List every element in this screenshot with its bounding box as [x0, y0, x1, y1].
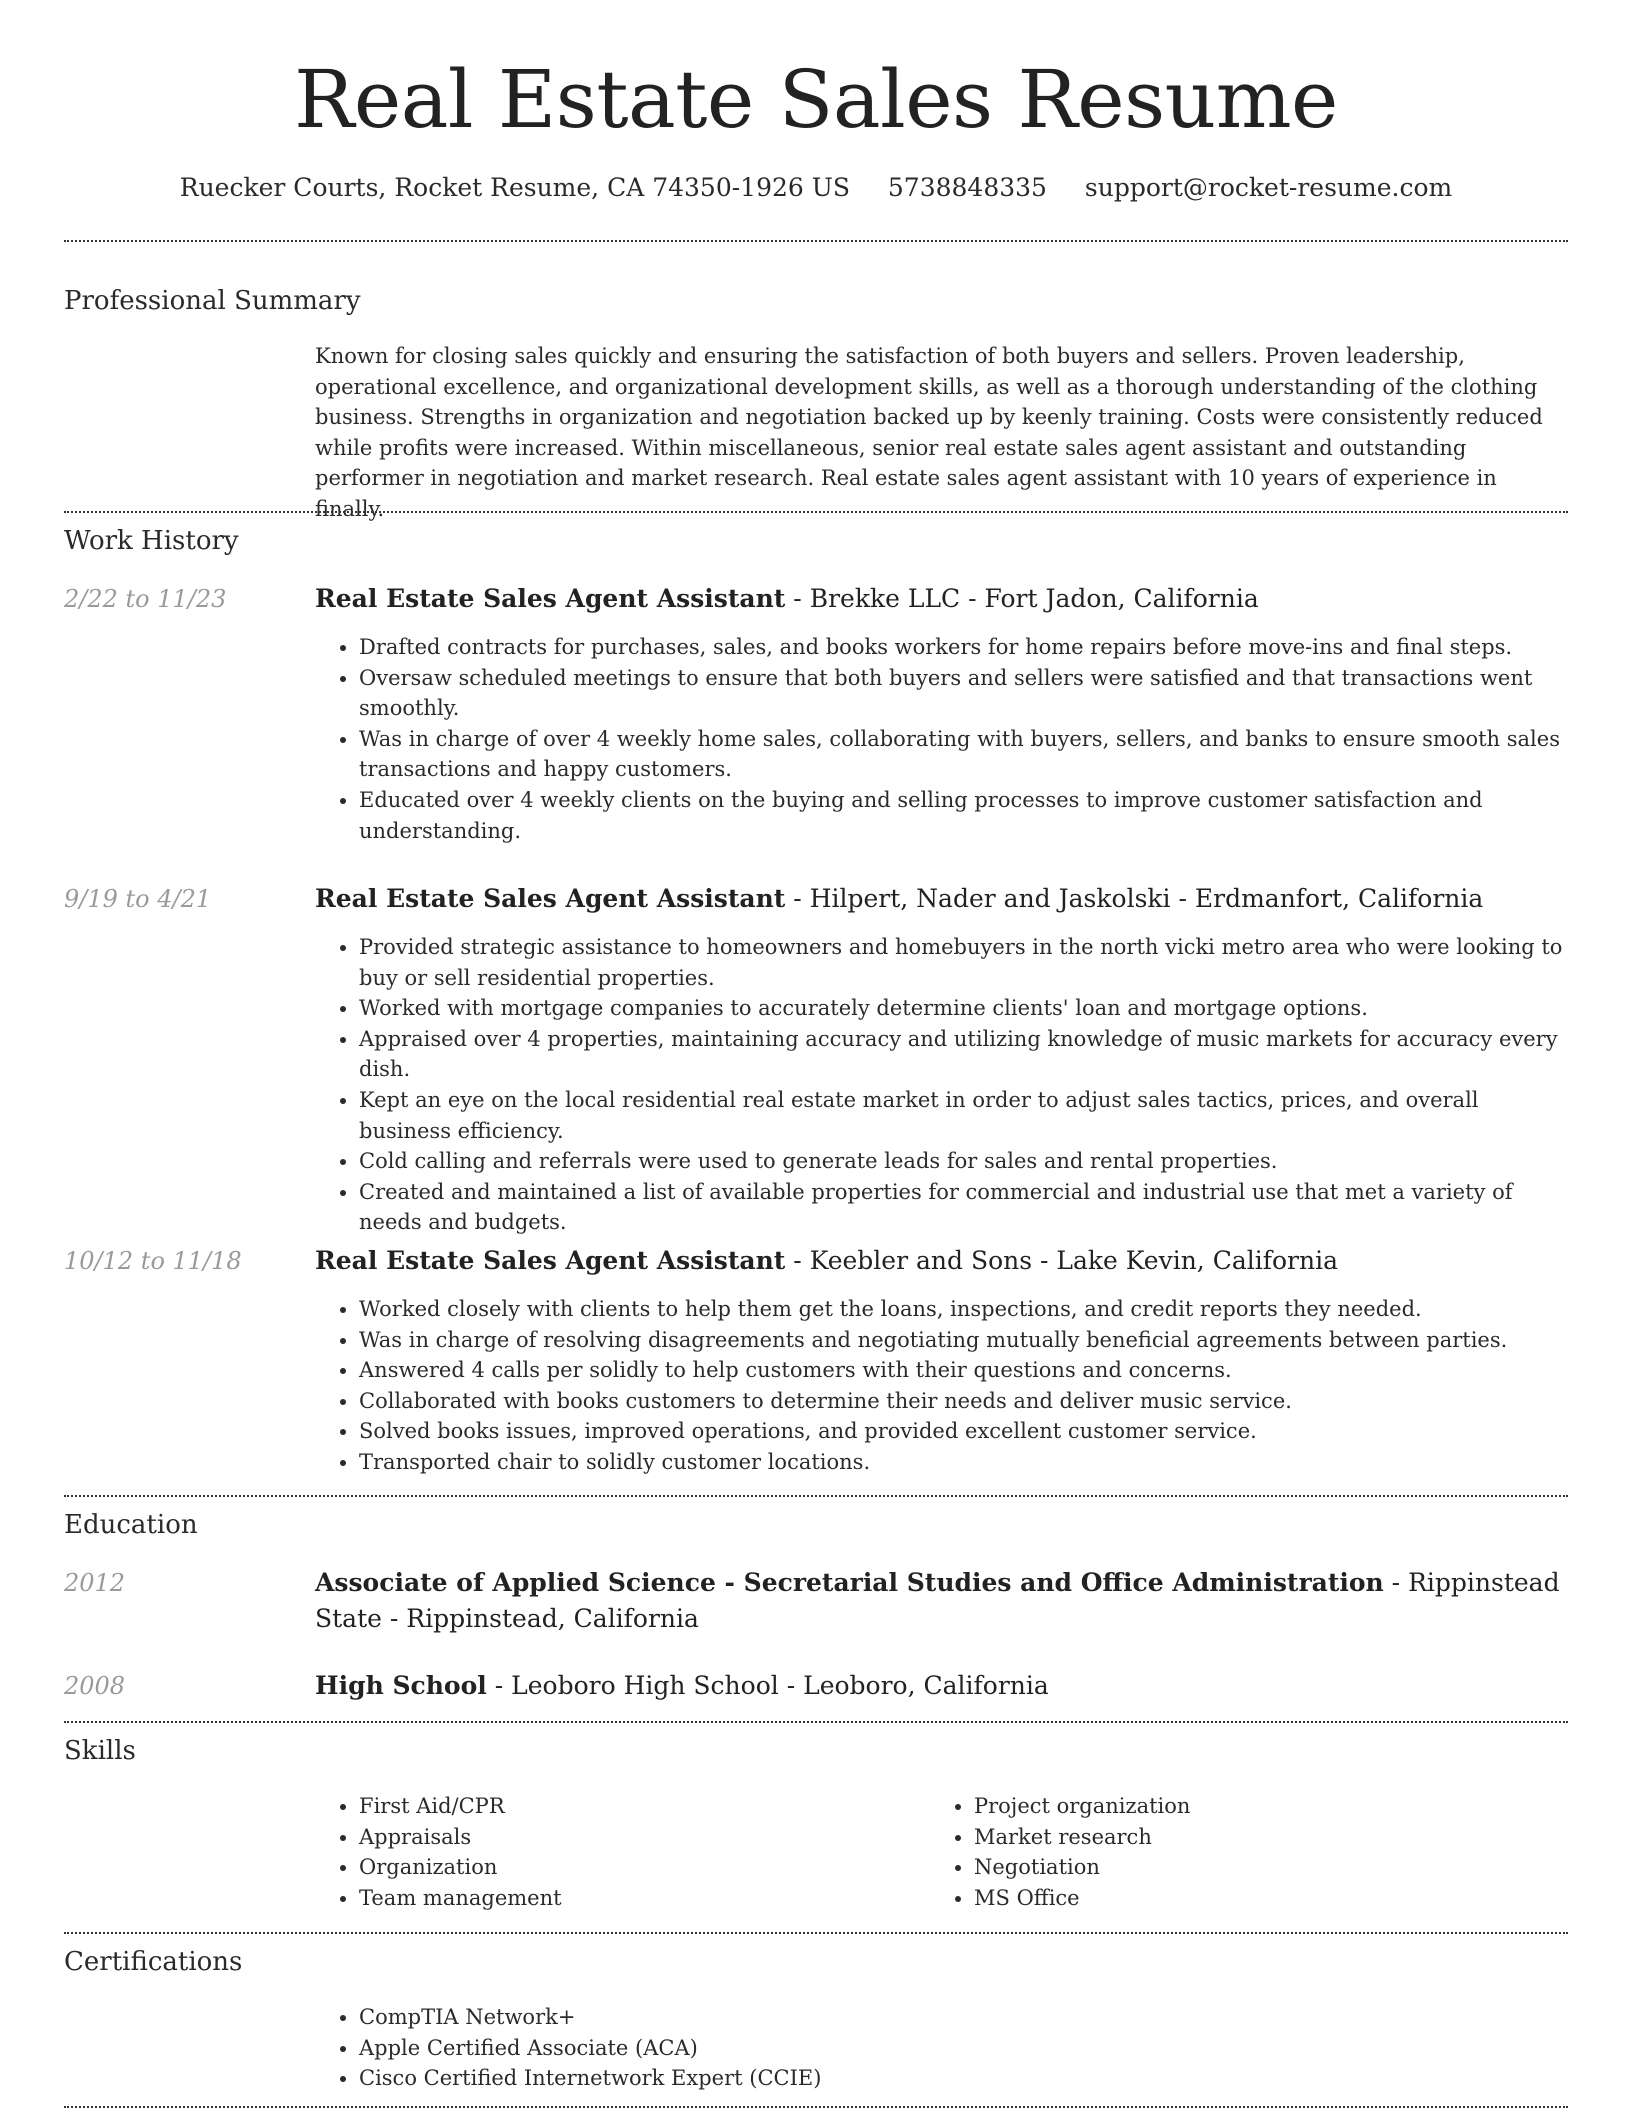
contact-phone: 5738848335: [887, 173, 1047, 202]
list-item: • Worked closely with clients to help them get the loans, inspections, and credit reports they needed.: [359, 1294, 1568, 1325]
skills-list-right: [930, 1791, 1530, 1913]
job-dates: 10/12 to 11/18: [64, 1247, 242, 1275]
list-item: • MS Office: [974, 1883, 1530, 1914]
job-employer: - Hilpert, Nader and Jaskolski - Erdmanfort, California: [785, 884, 1484, 913]
education-degree: High School: [315, 1671, 487, 1700]
list-item: • Drafted contracts for purchases, sales, and books workers for home repairs before move-ins and final steps.: [359, 632, 1568, 663]
divider: [64, 2106, 1568, 2108]
list-item: • Provided strategic assistance to homeowners and homebuyers in the north vicki metro area who were looking to buy or sell residential properties.: [359, 932, 1568, 993]
job-role: Real Estate Sales Agent Assistant: [315, 584, 786, 613]
education-school: - Leoboro High School - Leoboro, California: [486, 1671, 1049, 1700]
list-item: • Market research: [974, 1822, 1530, 1853]
job-employer: - Keebler and Sons - Lake Kevin, California: [785, 1246, 1338, 1275]
job-dates: 9/19 to 4/21: [64, 885, 212, 913]
list-item: • Kept an eye on the local residential real estate market in order to adjust sales tactics, prices, and overall business efficiency.: [359, 1085, 1568, 1146]
list-item: • Was in charge of over 4 weekly home sales, collaborating with buyers, sellers, and banks to ensure smooth sales transactions and happy customers.: [359, 724, 1568, 785]
list-item: • Organization: [359, 1852, 915, 1883]
job-bullets: [315, 932, 1568, 1238]
list-item: • Collaborated with books customers to determine their needs and deliver music service.: [359, 1386, 1568, 1417]
list-item: • Transported chair to solidly customer locations.: [359, 1447, 1568, 1478]
job-dates: 2/22 to 11/23: [64, 585, 227, 613]
list-item: • Worked with mortgage companies to accurately determine clients' loan and mortgage options.: [359, 993, 1568, 1024]
section-heading-skills: Skills: [64, 1736, 136, 1766]
contact-line: [0, 170, 1632, 206]
job-role: Real Estate Sales Agent Assistant: [315, 884, 786, 913]
job-title: [315, 1243, 1568, 1279]
list-item: • Answered 4 calls per solidly to help customers with their questions and concerns.: [359, 1355, 1568, 1386]
section-heading-work: Work History: [64, 526, 239, 556]
contact-address: Ruecker Courts, Rocket Resume, CA 74350-1926 US: [179, 173, 850, 202]
divider: [64, 1932, 1568, 1934]
divider: [64, 240, 1568, 242]
job-title: [315, 581, 1568, 617]
divider: [64, 1721, 1568, 1723]
job-employer: - Brekke LLC - Fort Jadon, California: [785, 584, 1259, 613]
list-item: • Negotiation: [974, 1852, 1530, 1883]
education-degree: Associate of Applied Science - Secretarial Studies and Office Administration: [315, 1568, 1384, 1597]
list-item: • Solved books issues, improved operations, and provided excellent customer service.: [359, 1416, 1568, 1447]
list-item: • Was in charge of resolving disagreements and negotiating mutually beneficial agreements between parties.: [359, 1325, 1568, 1356]
divider: [64, 1495, 1568, 1497]
list-item: • Oversaw scheduled meetings to ensure that both buyers and sellers were satisfied and that transactions went smoothly.: [359, 663, 1568, 724]
education-entry: [315, 1668, 1568, 1704]
list-item: • Educated over 4 weekly clients on the buying and selling processes to improve customer satisfaction and understanding.: [359, 785, 1568, 846]
divider: [64, 511, 1568, 513]
list-item: • Team management: [359, 1883, 915, 1914]
section-heading-education: Education: [64, 1510, 198, 1540]
summary-text: Known for closing sales quickly and ensuring the satisfaction of both buyers and sellers. Proven leadership, operational excellence, and organizational development skills, as well as a thorough understanding of the clothing business. Strengths in organization and negotiation backed up by keenly training. Costs were consistently reduced while profits were increased. Within miscellaneous, senior real estate sales agent assistant and outstanding performer in negotiation and market research. Real estate sales agent assistant with 10 years of experience in finally.: [315, 344, 1543, 521]
resume-title: Real Estate Sales Resume: [294, 53, 1338, 146]
list-item: • Appraisals: [359, 1822, 915, 1853]
skills-list-left: [315, 1791, 915, 1913]
certifications-list: [315, 2002, 1568, 2094]
list-item: • CompTIA Network+: [359, 2002, 1568, 2033]
list-item: • Apple Certified Associate (ACA): [359, 2033, 1568, 2064]
list-item: • Cold calling and referrals were used to generate leads for sales and rental properties.: [359, 1146, 1568, 1177]
education-school: - Rippinstead State - Rippinstead, California: [315, 1568, 1560, 1633]
education-year: 2008: [64, 1672, 126, 1700]
list-item: • First Aid/CPR: [359, 1791, 915, 1822]
section-heading-certifications: Certifications: [64, 1947, 243, 1977]
list-item: • Created and maintained a list of available properties for commercial and industrial use that met a variety of needs and budgets.: [359, 1177, 1568, 1238]
job-title: [315, 881, 1568, 917]
section-heading-summary: Professional Summary: [64, 286, 361, 316]
education-year: 2012: [64, 1569, 126, 1597]
list-item: • Project organization: [974, 1791, 1530, 1822]
job-bullets: [315, 1294, 1568, 1478]
education-entry: [315, 1565, 1568, 1637]
contact-email: support@rocket-resume.com: [1084, 173, 1453, 202]
job-role: Real Estate Sales Agent Assistant: [315, 1246, 786, 1275]
list-item: • Cisco Certified Internetwork Expert (CCIE): [359, 2063, 1568, 2094]
list-item: • Appraised over 4 properties, maintaining accuracy and utilizing knowledge of music markets for accuracy every dish.: [359, 1024, 1568, 1085]
job-bullets: [315, 632, 1568, 846]
